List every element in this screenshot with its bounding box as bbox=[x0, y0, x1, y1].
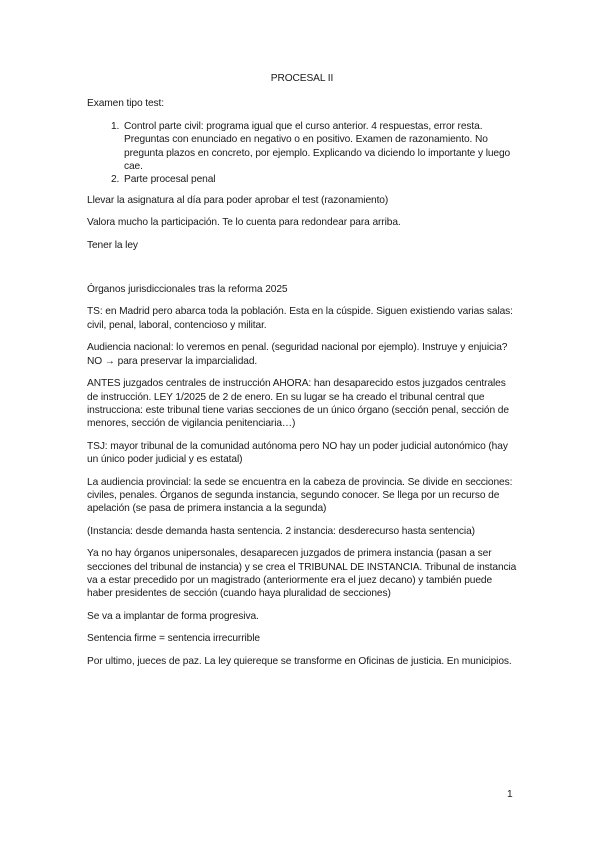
section-paragraph: Por ultimo, jueces de paz. La ley quiereque se transforme en Oficinas de justicia. En municipios. bbox=[87, 655, 512, 667]
section-paragraph: Sentencia firme = sentencia irrecurrible bbox=[87, 633, 260, 645]
section-paragraph: (Instancia: desde demanda hasta sentencia. 2 instancia: desderecurso hasta sentencia) bbox=[87, 525, 475, 537]
note-paragraph: Llevar la asignatura al día para poder aprobar el test (razonamiento) bbox=[87, 194, 389, 206]
section-paragraph: Ya no hay órganos unipersonales, desaparecen juzgados de primera instancia (pasan a ser secciones del tribunal de instancia) y se crea el TRIBUNAL DE INSTANCIA. Tribunal de instancia va a estar precedido por un magistrado (anteriormente era el juez decano) y también puede haber presidentes de sección (cuando haya pluralidad de secciones) bbox=[87, 548, 517, 600]
section-paragraph: TS: en Madrid pero abarca toda la población. Esta en la cúspide. Siguen existiendo varias salas: civil, penal, laboral, contencioso y militar. bbox=[87, 306, 513, 331]
document-body bbox=[87, 72, 517, 677]
note-paragraph: Valora mucho la participación. Te lo cuenta para redondear para arriba. bbox=[87, 217, 401, 229]
section-paragraph: Audiencia nacional: lo veremos en penal. (seguridad nacional por ejemplo). Instruye y enjuicia? NO → para preservar la imparcialidad. bbox=[87, 342, 508, 367]
document-title: PROCESAL II bbox=[270, 73, 334, 84]
section-paragraph: TSJ: mayor tribunal de la comunidad autónoma pero NO hay un poder judicial autonómico (hay un único poder judicial y es estatal) bbox=[87, 440, 508, 466]
section-paragraph: La audiencia provincial: la sede se encuentra en la cabeza de provincia. Se divide en secciones: civiles, penales. Órganos de segunda instancia, segundo conocer. Se llega por un recurso de apelación (se pasa de primera instancia a la segunda) bbox=[87, 476, 513, 515]
section-paragraph: Se va a implantar de forma progresiva. bbox=[87, 610, 259, 622]
exam-list bbox=[87, 120, 517, 187]
exam-list-item: 2. Parte procesal penal bbox=[122, 173, 517, 186]
exam-list-item: 1. Control parte civil: programa igual que el curso anterior. 4 respuestas, error resta. Preguntas con enunciado en negativo o en positivo. Examen de razonamiento. No pregunta plazos en concreto, por ejemplo. Explicando va diciendo lo importante y luego cae. bbox=[122, 120, 517, 174]
note-paragraph: Tener la ley bbox=[87, 239, 138, 251]
page-number: 1 bbox=[507, 789, 513, 800]
section-heading: Órganos jurisdiccionales tras la reforma 2025 bbox=[87, 284, 288, 296]
exam-heading: Examen tipo test: bbox=[87, 98, 165, 110]
blank-line bbox=[87, 261, 517, 283]
section-paragraph: ANTES juzgados centrales de instrucción AHORA: han desaparecido estos juzgados centrales de instrucción. LEY 1/2025 de 2 de enero. En su lugar se ha creado el tribunal central que instrucciona: este tribunal tiene varias secciones de un único órgano (sección penal, sección de menores, sección de vigilancia penitenciaria…) bbox=[87, 378, 509, 430]
